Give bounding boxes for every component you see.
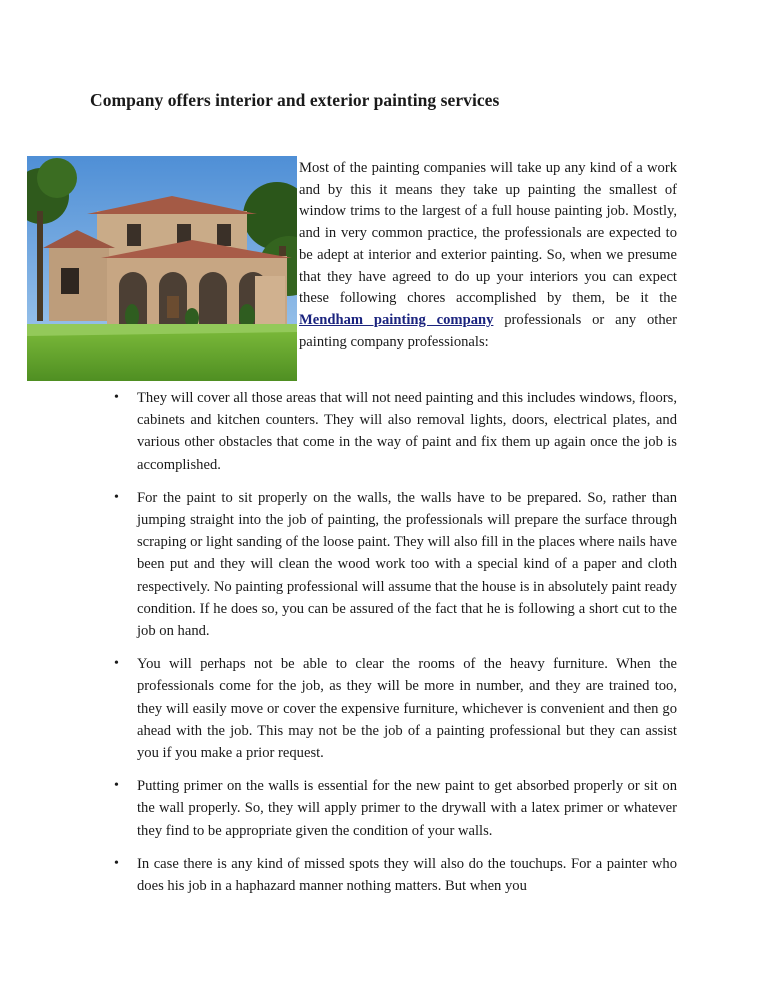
page-title: Company offers interior and exterior painting services [90,90,500,110]
bullet-icon: • [114,489,119,505]
list-item [114,775,677,842]
intro-text-after-link: professionals or any other painting company professionals: [299,311,677,350]
bullet-list [114,387,677,908]
list-item-text: Putting primer on the walls is essential for the new paint to get absorbed properly or sit on the wall properly. So, they will apply primer to the drywall with a latex primer or whatever they find to be appropriate given the condition of your walls. [137,778,677,839]
bullet-icon: • [114,656,119,672]
list-item-text: They will cover all those areas that will not need painting and this includes windows, floors, cabinets and kitchen counters. They will also removal lights, doors, electrical plates, and various other obstacles that come in the way of paint and fix them up again once the job is accomplished. [137,390,677,473]
bullet-icon: • [114,778,119,794]
list-item-text: In case there is any kind of missed spots they will also do the touchups. For a painter who does his job in a haphazard manner nothing matters. But when you [137,855,677,895]
list-item-text: You will perhaps not be able to clear the rooms of the heavy furniture. When the professionals come for the job, as they will be more in number, and they are trained too, they will easily move or cover the expensive furniture, whichever is convenient and then go ahead with the job. This may not be the job of a painting professional but they can assist you if you make a prior request. [137,656,677,762]
bullet-icon: • [114,390,119,405]
mendham-painting-company-link[interactable]: Mendham painting company [299,311,494,328]
list-item [114,853,677,897]
list-item [114,487,677,642]
list-item [114,653,677,764]
intro-paragraph [299,158,677,353]
house-photo [27,156,297,381]
list-item-text: For the paint to sit properly on the walls, the walls have to be prepared. So, rather than jumping straight into the job of painting, the professionals will prepare the surface through scraping or light sanding of the loose paint. They will also fill in the places where nails have been put and they will clean the wood work too with a special kind of a paper and cloth respectively. No painting professional will assume that the house is in absolutely paint ready condition. If he does so, you can be assured of the fact that he is following a short cut to the job on hand. [137,489,677,640]
intro-text-before-link: Most of the painting companies will take up any kind of a work and by this it means they take up painting the smallest of window trims to the largest of a full house painting job. Mostly, and in very common practice, the professionals are expected to be adept at interior and exterior painting. So, when we presume that they have agreed to do up your interiors you can expect these following chores accomplished by them, be it the [299,160,677,307]
bullet-icon: • [114,855,119,871]
list-item [114,387,677,476]
